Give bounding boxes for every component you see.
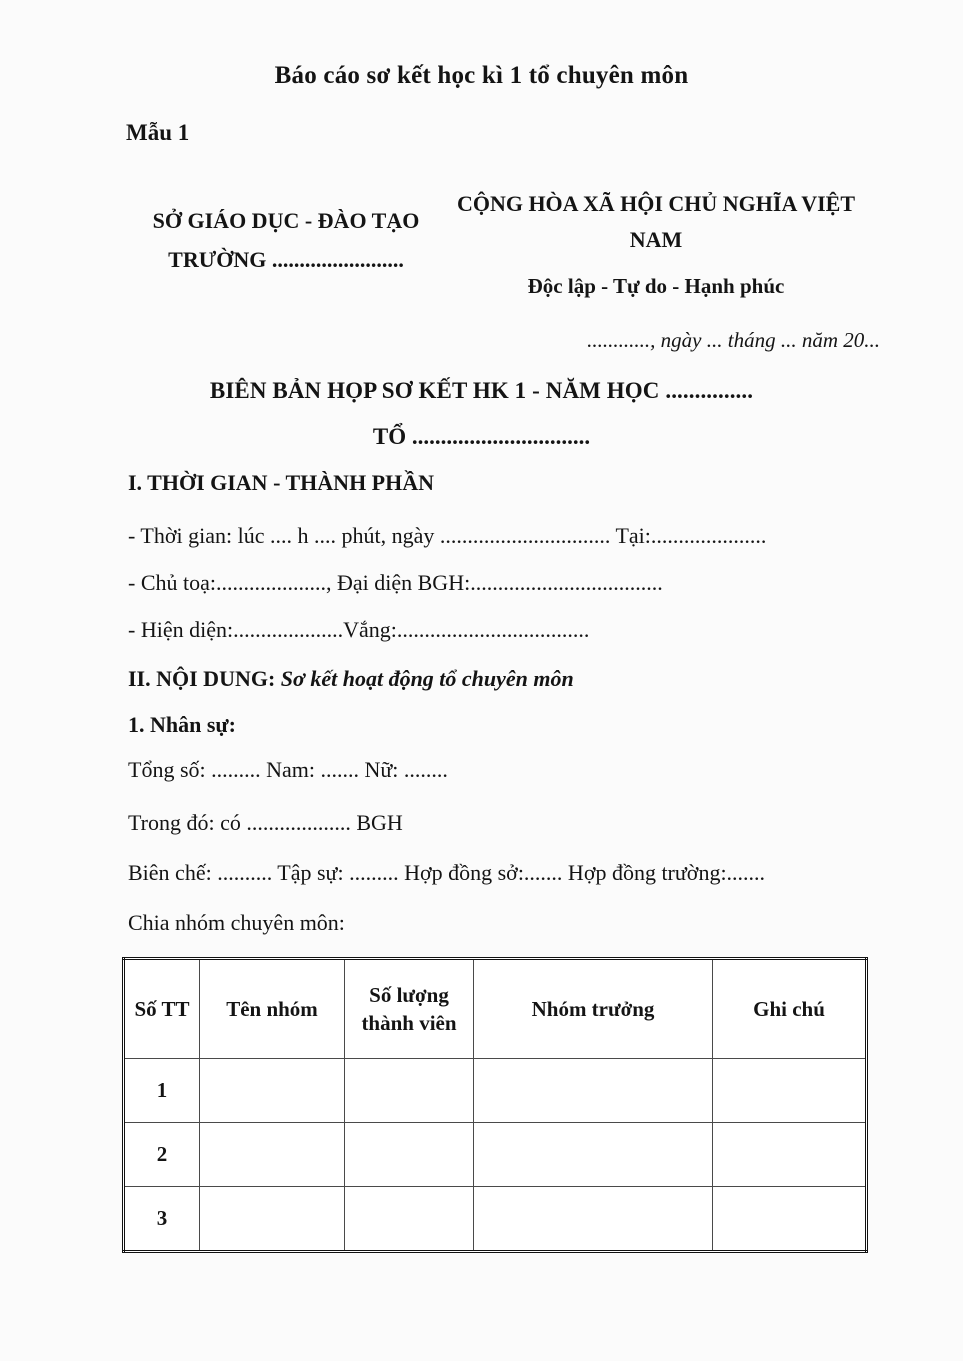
column-header-name: Tên nhóm [200,959,345,1059]
cell-stt: 3 [124,1187,200,1252]
contract-types-line: Biên chế: .......... Tập sự: ......... Hợp đồng sở:....... Hợp đồng trường:....... [128,860,766,885]
letterhead-national [446,186,866,303]
cell-quantity[interactable] [345,1187,474,1252]
column-header-leader: Nhóm trưởng [474,959,713,1059]
date-field: ............, ngày ... tháng ... năm 20... [587,328,880,352]
cell-name[interactable] [200,1187,345,1252]
time-line: - Thời gian: lúc .... h .... phút, ngày ............................... Tại:..................... [128,523,767,548]
group-table [122,957,868,1253]
letterhead [126,186,866,303]
letterhead-organization [126,186,446,279]
group-division-label: Chia nhóm chuyên môn: [128,910,345,935]
table-header-row [124,959,867,1059]
cell-leader[interactable] [474,1123,713,1187]
cell-stt: 1 [124,1059,200,1123]
cell-note[interactable] [713,1187,867,1252]
section-two-title [128,666,574,692]
attendance-line: - Hiện diện:....................Vắng:................................... [128,617,590,642]
cell-name[interactable] [200,1059,345,1123]
cell-note[interactable] [713,1123,867,1187]
section-two-subject: Sơ kết hoạt động tổ chuyên môn [280,666,574,691]
section-one-title: I. THỜI GIAN - THÀNH PHẦN [128,470,435,495]
cell-name[interactable] [200,1123,345,1187]
column-header-quantity-line2: thành viên [361,1011,457,1035]
item-one-title: 1. Nhân sự: [128,712,236,737]
minutes-heading: BIÊN BẢN HỌP SƠ KẾT HK 1 - NĂM HỌC ............... [209,378,754,403]
form-code-label: Mẫu 1 [126,120,190,145]
cell-quantity[interactable] [345,1123,474,1187]
cell-leader[interactable] [474,1059,713,1123]
column-header-stt: Số TT [124,959,200,1059]
page-title: Báo cáo sơ kết học kì 1 tổ chuyên môn [274,62,689,89]
column-header-quantity [345,959,474,1059]
column-header-note: Ghi chú [713,959,867,1059]
chairperson-line: - Chủ toạ:...................., Đại diện BGH:................................... [128,570,663,595]
table-row [124,1123,867,1187]
school-name-field: TRƯỜNG ........................ [168,246,404,272]
department-group-heading: TỔ ............................... [372,424,591,449]
column-header-quantity-line1: Số lượng [369,982,449,1007]
table-row [124,1187,867,1252]
section-two-label: II. NỘI DUNG: [128,666,276,691]
department-name: SỞ GIÁO DỤC - ĐÀO TẠO [152,208,420,233]
national-title: CỘNG HÒA XÃ HỘI CHỦ NGHĨA VIỆT NAM [456,191,856,252]
cell-stt: 2 [124,1123,200,1187]
table-row [124,1059,867,1123]
cell-note[interactable] [713,1059,867,1123]
total-count-line: Tổng số: ......... Nam: ....... Nữ: ........ [128,757,448,782]
national-motto: Độc lập - Tự do - Hạnh phúc [527,274,785,299]
in-which-line: Trong đó: có ................... BGH [128,810,403,835]
cell-leader[interactable] [474,1187,713,1252]
cell-quantity[interactable] [345,1059,474,1123]
